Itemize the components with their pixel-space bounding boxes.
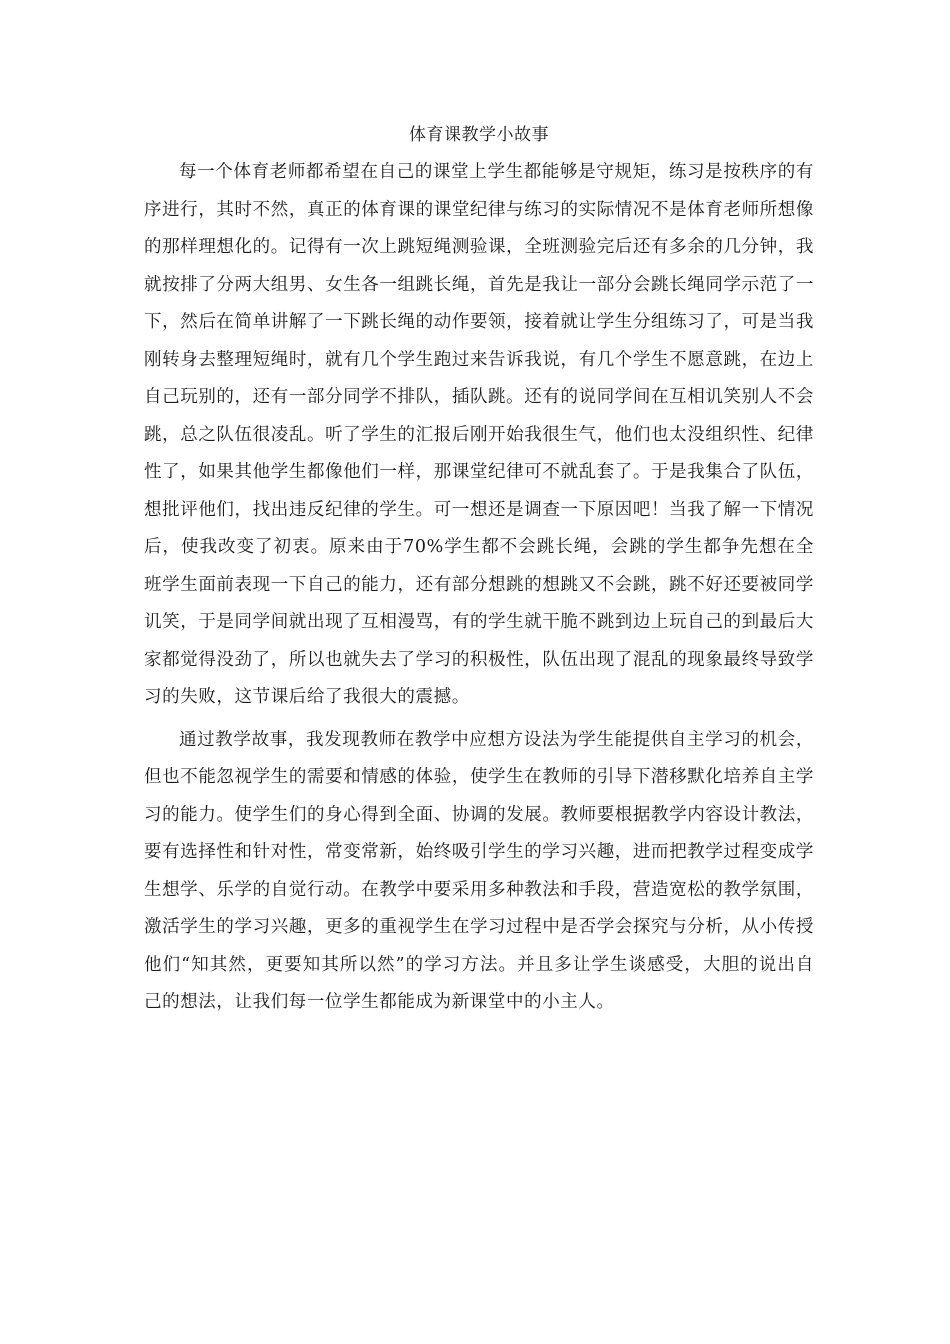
- document-title: 体育课教学小故事: [409, 125, 549, 145]
- paragraph-reflection: 通过教学故事，我发现教师在教学中应想方设法为学生能提供自主学习的机会，但也不能忽视学生的需要和情感的体验，使学生在教师的引导下潜移默化培养自主学习的能力。使学生们的身心得到全面、协调的发展。教师要根据教学内容设计教法，要有选择性和针对性，常变常新，始终吸引学生的学习兴趣，进而把教学过程变成学生想学、乐学的自觉行动。在教学中要采用多种教法和手段，营造宽松的教学氛围，激活学生的学习兴趣，更多的重视学生在学习过程中是否学会探究与分析，从小传授他们“知其然，更要知其所以然”的学习方法。并且多让学生谈感受，大胆的说出自己的想法，让我们每一位学生都能成为新课堂中的小主人。: [144, 729, 814, 1012]
- paragraph-story: 每一个体育老师都希望在自己的课堂上学生都能够是守规矩，练习是按秩序的有序进行，其时不然，真正的体育课的课堂纪律与练习的实际情况不是体育老师所想像的那样理想化的。记得有一次上跳短绳测验课，全班测验完后还有多余的几分钟，我就按排了分两大组男、女生各一组跳长绳，首先是我让一部分会跳长绳同学示范了一下，然后在简单讲解了一下跳长绳的动作要领，接着就让学生分组练习了，可是当我刚转身去整理短绳时，就有几个学生跑过来告诉我说，有几个学生不愿意跳，在边上自己玩别的，还有一部分同学不排队，插队跳。还有的说同学间在互相讥笑别人不会跳，总之队伍很凌乱。听了学生的汇报后刚开始我很生气，他们也太没组织性、纪律性了，如果其他学生都像他们一样，那课堂纪律可不就乱套了。于是我集合了队伍，想批评他们，找出违反纪律的学生。可一想还是调查一下原因吧！当我了解一下情况后，使我改变了初衷。原来由于70%学生都不会跳长绳，会跳的学生都争先想在全班学生面前表现一下自己的能力，还有部分想跳的想跳又不会跳，跳不好还要被同学讥笑，于是同学间就出现了互相漫骂，有的学生就干脆不跳到边上玩自己的到最后大家都觉得没劲了，所以也就失去了学习的积极性，队伍出现了混乱的现象最终导致学习的失败，这节课后给了我很大的震撼。: [144, 162, 814, 707]
- document-body: [144, 122, 814, 1022]
